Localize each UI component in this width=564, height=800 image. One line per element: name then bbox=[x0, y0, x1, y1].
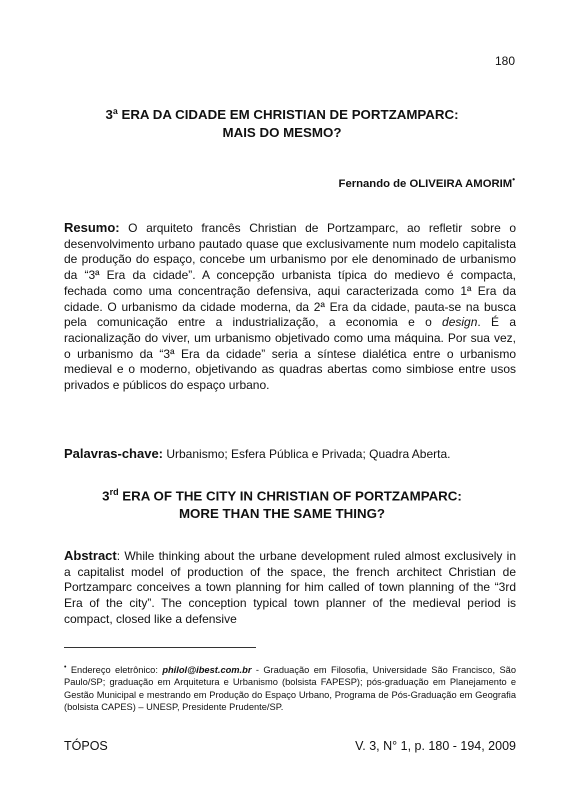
footnote-divider bbox=[64, 647, 256, 648]
resumo-text-part1: O arquiteto francês Christian de Portzamparc, ao refletir sobre o desenvolvimento urbano pautado quase que exclusivamente num modelo capitalista de produção do espaço, concebe um urbanismo por ele denominado de urbanismo da “3ª Era da cidade”. A concepção urbanista típica do medievo é compacta, fechada como uma concentração defensiva, aqui caracterizada como 1ª Era da cidade. O urbanismo da cidade moderna, da 2ª Era da cidade, pauta-se na busca pela comunicação entre a industrialização, a economia e o bbox=[64, 221, 516, 330]
keywords-text: Urbanismo; Esfera Pública e Privada; Quadra Aberta. bbox=[163, 447, 451, 461]
footnote-mark: • bbox=[64, 664, 67, 671]
footer-journal: TÓPOS bbox=[64, 739, 108, 753]
title-english bbox=[60, 483, 504, 523]
author-footnote-mark: • bbox=[512, 175, 515, 184]
keywords-label: Palavras-chave: bbox=[64, 446, 164, 461]
keywords-line bbox=[64, 446, 516, 463]
footnote-email: philol@ibest.com.br bbox=[162, 665, 252, 676]
resumo-text-part2: . É a racionalização do viver, um urbanismo objetivado como uma máquina. Por sua vez, o urbanismo da “3ª Era da cidade” seria a síntese dialética entre o urbanismo medieval e o moderno, objetivando as quadras abertas como simbiose entre usos privados e públicos do espaço urbano. bbox=[64, 315, 516, 393]
footnote-text: - Graduação em Filosofia, Universidade São Francisco, São Paulo/SP; graduação em Arquitetura e Urbanismo (bolsista FAPESP); pós-graduação em Planejamento e Gestão Municipal e mestrando em Produção do Espaço Urbano, Programa de Pós-Graduação em Geografia (bolsista CAPES) – UNESP, Presidente Prudente/SP. bbox=[64, 665, 516, 712]
title-english-line1 bbox=[60, 483, 504, 505]
title-english-line1-text: ERA OF THE CITY IN CHRISTIAN OF PORTZAMPARC: bbox=[118, 488, 462, 504]
abstract-paragraph bbox=[64, 548, 516, 628]
title-portuguese-line2: MAIS DO MESMO? bbox=[222, 125, 342, 140]
title-portuguese bbox=[60, 106, 504, 142]
abstract-text: : While thinking about the urbane development ruled almost exclusively in a capitalist model of production of the space, the french architect Christian de Portzamparc conceives a town planning for him called of town planning of the “3rd Era of the city”. The conception typical town planner of the medieval period is compact, closed like a defensive bbox=[64, 549, 516, 626]
title-english-ordinal: rd bbox=[109, 487, 119, 497]
resumo-label: Resumo: bbox=[64, 220, 120, 235]
abstract-label: Abstract bbox=[64, 548, 117, 563]
author-name bbox=[339, 175, 515, 190]
resumo-paragraph bbox=[64, 220, 516, 394]
title-english-number: 3 bbox=[102, 488, 110, 504]
footnote-prefix: Endereço eletrônico: bbox=[66, 665, 163, 676]
footnote bbox=[64, 662, 516, 713]
resumo-italic-word: design bbox=[442, 315, 478, 330]
title-english-line2: MORE THAN THE SAME THING? bbox=[178, 506, 386, 522]
author-name-text: Fernando de OLIVEIRA AMORIM bbox=[338, 177, 513, 190]
footer-citation: V. 3, N° 1, p. 180 - 194, 2009 bbox=[355, 739, 516, 753]
page-number: 180 bbox=[494, 54, 515, 68]
title-portuguese-line1: 3ª ERA DA CIDADE EM CHRISTIAN DE PORTZAMPARC: bbox=[105, 107, 459, 122]
